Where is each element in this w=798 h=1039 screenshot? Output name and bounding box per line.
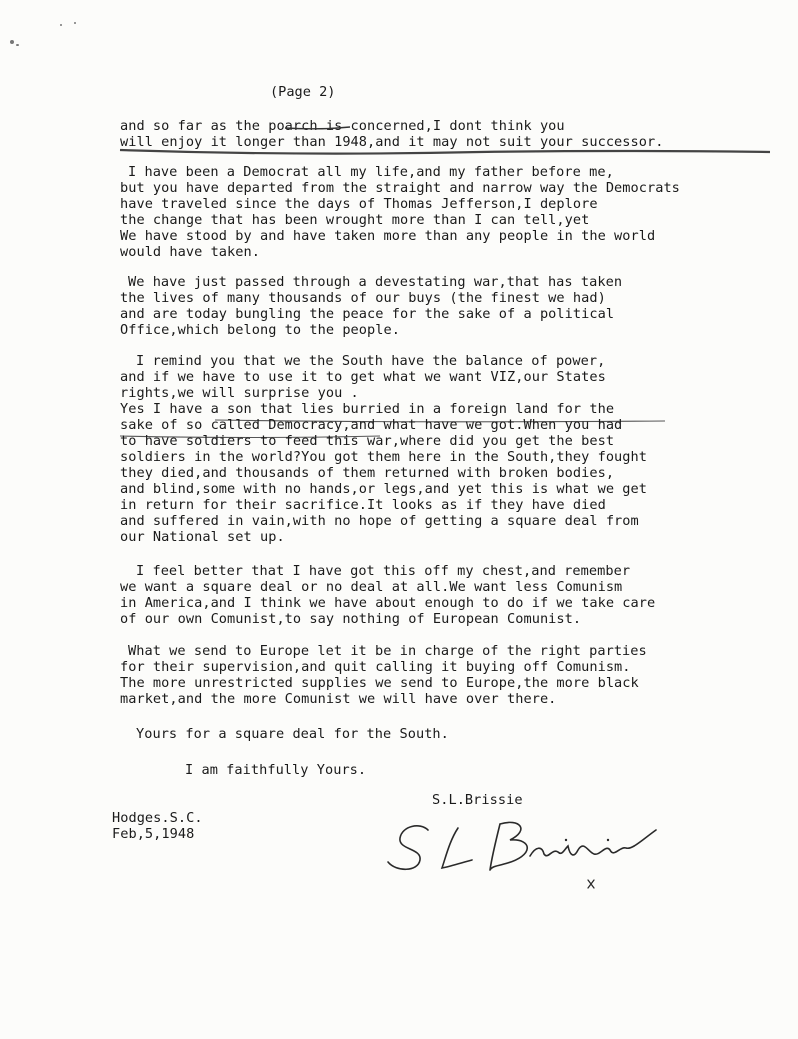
text-line: but you have departed from the straight and narrow way the Democrats: [120, 180, 680, 196]
closing-line: I am faithfully Yours.: [185, 762, 367, 778]
letter-date: Feb,5,1948: [112, 826, 195, 842]
typed-name: S.L.Brissie: [432, 792, 523, 808]
text-line: I feel better that I have got this off my chest,and remember: [136, 563, 631, 579]
text-line: Yes I have a son that lies burried in a foreign land for the: [120, 401, 615, 417]
text-line: our National set up.: [120, 529, 285, 545]
handwritten-signature: [380, 800, 680, 900]
paper-speck: [60, 24, 62, 26]
text-line: rights,we will surprise you .: [120, 385, 359, 401]
text-line: in America,and I think we have about enough to do if we take care: [120, 595, 656, 611]
text-line: and if we have to use it to get what we want VIZ,our States: [120, 369, 606, 385]
paper-speck: [74, 22, 76, 24]
text-line: the change that has been wrought more than I can tell,yet: [120, 212, 590, 228]
sender-place: Hodges.S.C.: [112, 810, 203, 826]
text-line: We have stood by and have taken more than any people in the world: [120, 228, 656, 244]
text-line: and are today bungling the peace for the sake of a political: [120, 306, 615, 322]
text-line: of our own Comunist,to say nothing of European Comunist.: [120, 611, 582, 627]
text-line: What we send to Europe let it be in charge of the right parties: [128, 643, 647, 659]
text-line: I have been a Democrat all my life,and my father before me,: [128, 164, 614, 180]
text-line: market,and the more Comunist we will have over there.: [120, 691, 557, 707]
text-line: I remind you that we the South have the balance of power,: [136, 353, 606, 369]
text-line: we want a square deal or no deal at all.We want less Comunism: [120, 579, 623, 595]
text-line: will enjoy it longer than 1948,and it may not suit your successor.: [120, 134, 664, 150]
text-line: would have taken.: [120, 244, 260, 260]
text-line: Office,which belong to the people.: [120, 322, 400, 338]
text-line: soldiers in the world?You got them here in the South,they fought: [120, 449, 647, 465]
page-number: (Page 2): [270, 84, 336, 100]
text-line: The more unrestricted supplies we send to Europe,the more black: [120, 675, 639, 691]
text-line: and so far as the poarch is concerned,I dont think you: [120, 118, 565, 134]
text-line: We have just passed through a devestating war,that has taken: [128, 274, 623, 290]
text-line: and suffered in vain,with no hope of getting a square deal from: [120, 513, 639, 529]
text-line: for their supervision,and quit calling it buying off Comunism.: [120, 659, 631, 675]
closing-line: Yours for a square deal for the South.: [136, 726, 449, 742]
text-line: to have soldiers to feed this war,where did you get the best: [120, 433, 615, 449]
text-line: and blind,some with no hands,or legs,and yet this is what we get: [120, 481, 647, 497]
text-line: have traveled since the days of Thomas Jefferson,I deplore: [120, 196, 598, 212]
text-line: sake of so called Democracy,and what have we got.When you had: [120, 417, 623, 433]
paper-speck: [10, 40, 14, 44]
text-line: the lives of many thousands of our buys (the finest we had): [120, 290, 606, 306]
text-line: they died,and thousands of them returned with broken bodies,: [120, 465, 615, 481]
paper-speck: [16, 44, 19, 46]
text-line: in return for their sacrifice.It looks as if they have died: [120, 497, 606, 513]
